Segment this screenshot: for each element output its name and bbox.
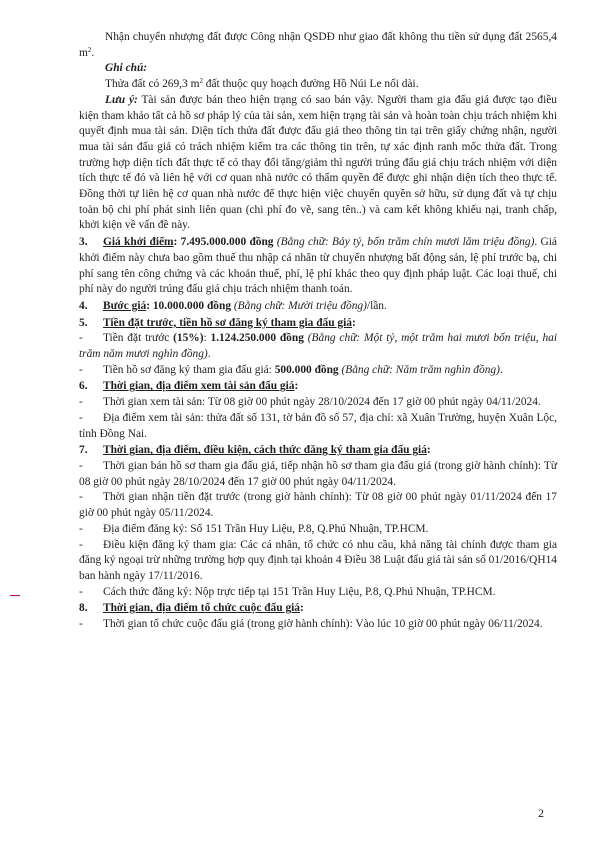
section-8: 8. Thời gian, địa điểm tổ chức cuộc đấu giá: <box>79 602 304 615</box>
section-5-item-1: - Tiền đặt trước (15%): 1.124.250.000 đồng (Bằng chữ: Một tỷ, một trăm hai mươi bốn triệu, hai trăm năm mươi nghìn đồng). <box>79 332 558 361</box>
section-7-item-1: - Thời gian bán hồ sơ tham gia đấu giá, tiếp nhận hồ sơ tham gia đấu giá (trong giờ hành chính): Từ 08 giờ 00 phút ngày 28/10/2024 đến 17 giờ 00 phút ngày 04/11/2024. <box>79 459 557 488</box>
section-7: 7. Thời gian, địa điểm, điều kiện, cách thức đăng ký tham gia đấu giá: <box>79 444 431 457</box>
luu-y-label: Lưu ý: <box>105 93 138 106</box>
section-5-title: Tiền đặt trước, tiền hồ sơ đăng ký tham gia đấu giá <box>103 316 352 329</box>
section-3-title: Giá khởi điểm <box>103 236 174 249</box>
section-5-item-2: - Tiền hồ sơ đăng ký tham gia đấu giá: 500.000 đồng (Bằng chữ: Năm trăm nghìn đồng). <box>79 363 503 376</box>
note-text: Thửa đất có 269,3 $m^2$ đất thuộc quy hoạch đường Hồ Núi Le nối dài. <box>105 77 419 91</box>
starting-price: 7.495.000.000 đồng <box>180 236 274 249</box>
intro-paragraph: Nhận chuyển nhượng đất được Công nhận QSDĐ như giao đất không thu tiền sử dụng đất 2565,4 $m^2$. <box>79 31 557 59</box>
section-6-item-1: - Thời gian xem tài sản: Từ 08 giờ 00 phút ngày 28/10/2024 đến 17 giờ 00 phút ngày 04/11/2024. <box>79 396 541 409</box>
document-body <box>79 30 557 633</box>
section-7-item-2: - Thời gian nhận tiền đặt trước (trong giờ hành chính): Từ 08 giờ 00 phút ngày 01/11/2024 đến 17 giờ 00 phút ngày 05/11/2024. <box>79 491 557 520</box>
luu-y-paragraph: Lưu ý: Tài sản được bán theo hiện trạng có sao bán vậy. Người tham gia đấu giá được tạo điều kiện tham khảo tất cả hồ sơ pháp lý của tài sản, xem hiện trạng tài sản và hoàn toàn chịu trách nhiệm khi quyết định mua tài sản. Diện tích thửa đất được đấu giá theo thông tin tại trên giấy chứng nhận, người mua tài sản đấu giá có trách nhiệm kiểm tra các thông tin trên, tự xác định ranh mốc thửa đất. Trong trường hợp diện tích đất thực tế có thay đổi tăng/giảm thì người trúng đấu giá chịu trách nhiệm với diện tích thực tế đó và liên hệ với cơ quan nhà nước có thẩm quyền để được ghi nhận diện tích theo thực tế. Đồng thời tự liên hệ cơ quan nhà nước để thực hiện việc chuyển quyền sở hữu, sử dụng đất và tự chịu toàn bộ chi phí phát sinh liên quan (chi phí đo vẽ, sang tên..) và cam kết không khiếu nại, tranh chấp, khởi kiện về vấn đề này. <box>79 93 557 232</box>
section-7-item-4: - Điều kiện đăng ký tham gia: Các cá nhân, tổ chức có nhu cầu, khả năng tài chính được tham gia đăng ký ngoại trừ những trường hợp quy định tại khoản 4 Điều 38 Luật đấu giá tài sản số 01/2016/QH14 ban hành ngày 17/11/2016. <box>79 538 557 582</box>
section-6-item-2: - Địa điểm xem tài sản: thửa đất số 131, tờ bản đồ số 57, địa chỉ: xã Xuân Trường, huyện Xuân Lộc, tỉnh Đồng Nai. <box>79 411 557 440</box>
section-3: 3. Giá khởi điểm: 7.495.000.000 đồng (Bằng chữ: Bảy tỷ, bốn trăm chín mươi lăm triệu đồng). Giá khởi điểm này chưa bao gồm thuế thu nhập cá nhân từ chuyển nhượng bất động sản, lệ phí trước bạ, chi phí sang tên công chứng và các khoản thuế, phí, lệ phí khác theo quy định pháp luật. Các loại thuế, chi phí này do người trúng đấu giá chịu trách nhiệm thanh toán. <box>79 236 557 296</box>
deposit-amount: 1.124.250.000 đồng <box>210 332 304 345</box>
section-7-item-3: - Địa điểm đăng ký: Số 151 Trần Huy Liệu, P.8, Q.Phú Nhuận, TP.HCM. <box>79 522 429 535</box>
section-6-title: Thời gian, địa điểm xem tài sản đấu giá <box>103 380 295 393</box>
note-label: Ghi chú: <box>105 62 148 75</box>
section-8-item-1: - Thời gian tổ chức cuộc đấu giá (trong giờ hành chính): Vào lúc 10 giờ 00 phút ngày 06/11/2024. <box>79 618 543 631</box>
section-4-title: Bước giá <box>103 299 147 312</box>
section-7-title: Thời gian, địa điểm, điều kiện, cách thức đăng ký tham gia đấu giá <box>103 444 427 457</box>
page-number: 2 <box>538 806 544 820</box>
price-step: 10.000.000 đồng <box>152 299 232 312</box>
section-5: 5. Tiền đặt trước, tiền hồ sơ đăng ký tham gia đấu giá: <box>79 316 356 329</box>
margin-mark <box>10 595 20 596</box>
section-7-item-5: - Cách thức đăng ký: Nộp trực tiếp tại 151 Trần Huy Liệu, P.8, Q.Phú Nhuận, TP.HCM. <box>79 585 496 598</box>
section-4: 4. Bước giá: 10.000.000 đồng (Bằng chữ: Mười triệu đồng)/lần. <box>79 299 387 312</box>
section-8-title: Thời gian, địa điểm tổ chức cuộc đấu giá <box>103 602 300 615</box>
section-6: 6. Thời gian, địa điểm xem tài sản đấu giá: <box>79 380 299 393</box>
registration-fee: 500.000 đồng <box>274 363 339 376</box>
